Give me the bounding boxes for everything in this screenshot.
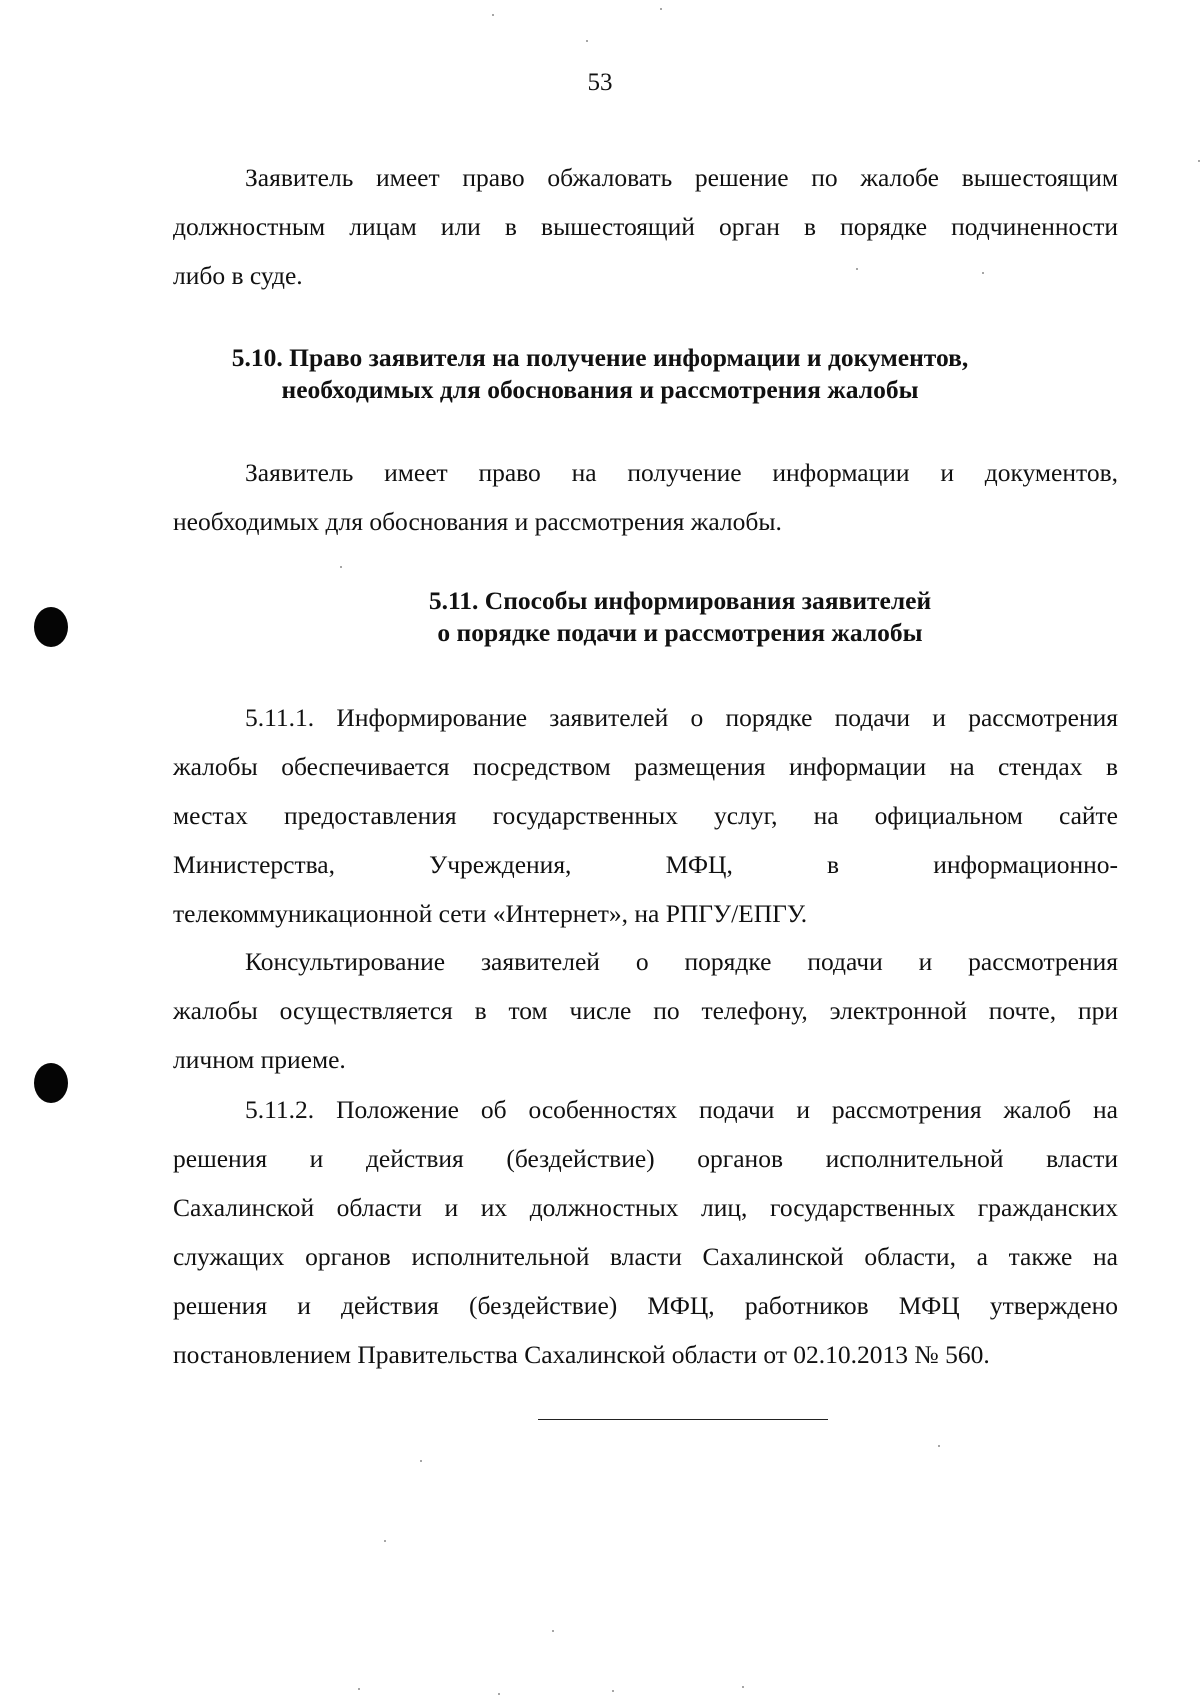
- heading-line: о порядке подачи и рассмотрения жалобы: [437, 618, 923, 647]
- paragraph-line: служащих органов исполнительной власти Сахалинской области, а также на: [173, 1242, 1118, 1271]
- scan-speck: [586, 40, 588, 42]
- heading-line: необходимых для обоснования и рассмотрения жалобы: [281, 375, 919, 404]
- paragraph-line: 5.11.2. Положение об особенностях подачи и рассмотрения жалоб на: [245, 1095, 1118, 1124]
- paragraph-line: Консультирование заявителей о порядке подачи и рассмотрения: [245, 947, 1118, 976]
- heading-line: 5.11. Способы информирования заявителей: [428, 586, 932, 615]
- paragraph-line: жалобы осуществляется в том числе по телефону, электронной почте, при: [173, 996, 1118, 1025]
- paragraph-line: телекоммуникационной сети «Интернет», на РПГУ/ЕПГУ.: [173, 899, 808, 928]
- scan-speck: [612, 1690, 614, 1692]
- scan-speck: [660, 8, 662, 10]
- paragraph-5-11-2: [173, 1085, 1118, 1379]
- scan-speck: [856, 268, 858, 270]
- scan-speck: [384, 1540, 386, 1542]
- section-heading-5-11: [80, 585, 1200, 649]
- paragraph-line: постановлением Правительства Сахалинской области от 02.10.2013 № 560.: [173, 1340, 990, 1369]
- page-number: 53: [587, 69, 613, 96]
- scan-speck: [492, 14, 494, 16]
- scan-speck: [498, 1693, 500, 1695]
- scan-speck: [358, 1688, 360, 1690]
- paragraph-line: местах предоставления государственных услуг, на официальном сайте: [173, 801, 1118, 830]
- paragraph-consultation: [173, 937, 1118, 1084]
- paragraph-line: необходимых для обоснования и рассмотрения жалобы.: [173, 507, 782, 536]
- heading-line: 5.10. Право заявителя на получение информации и документов,: [231, 343, 969, 372]
- paragraph-line: либо в суде.: [173, 261, 303, 290]
- scan-speck: [420, 1460, 422, 1462]
- paragraph-line: Заявитель имеет право на получение информации и документов,: [245, 458, 1118, 487]
- paragraph-line: Сахалинской области и их должностных лиц, государственных гражданских: [173, 1193, 1118, 1222]
- paragraph-line: Министерства, Учреждения, МФЦ, в информационно-: [173, 850, 1118, 879]
- paragraph-line: решения и действия (бездействие) МФЦ, работников МФЦ утверждено: [173, 1291, 1118, 1320]
- scan-speck: [742, 1686, 744, 1688]
- scan-speck: [552, 1630, 554, 1632]
- section-heading-5-10: [0, 342, 1200, 406]
- hole-punch-mark: [34, 1063, 68, 1103]
- paragraph-line: Заявитель имеет право обжаловать решение по жалобе вышестоящим: [245, 163, 1118, 192]
- paragraph-line: 5.11.1. Информирование заявителей о порядке подачи и рассмотрения: [245, 703, 1118, 732]
- paragraph-line: жалобы обеспечивается посредством размещения информации на стендах в: [173, 752, 1118, 781]
- paragraph-info-right: [173, 448, 1118, 546]
- scan-speck: [340, 566, 342, 568]
- hole-punch-mark: [34, 607, 68, 647]
- paragraph-line: решения и действия (бездействие) органов исполнительной власти: [173, 1144, 1118, 1173]
- paragraph-line: личном приеме.: [173, 1045, 346, 1074]
- scan-speck: [982, 272, 984, 274]
- scan-speck: [938, 1445, 940, 1447]
- paragraph-line: должностным лицам или в вышестоящий орган в порядке подчиненности: [173, 212, 1118, 241]
- end-of-section-rule: [538, 1419, 828, 1420]
- paragraph-5-11-1: [173, 693, 1118, 938]
- paragraph-appeal-right: [173, 153, 1118, 300]
